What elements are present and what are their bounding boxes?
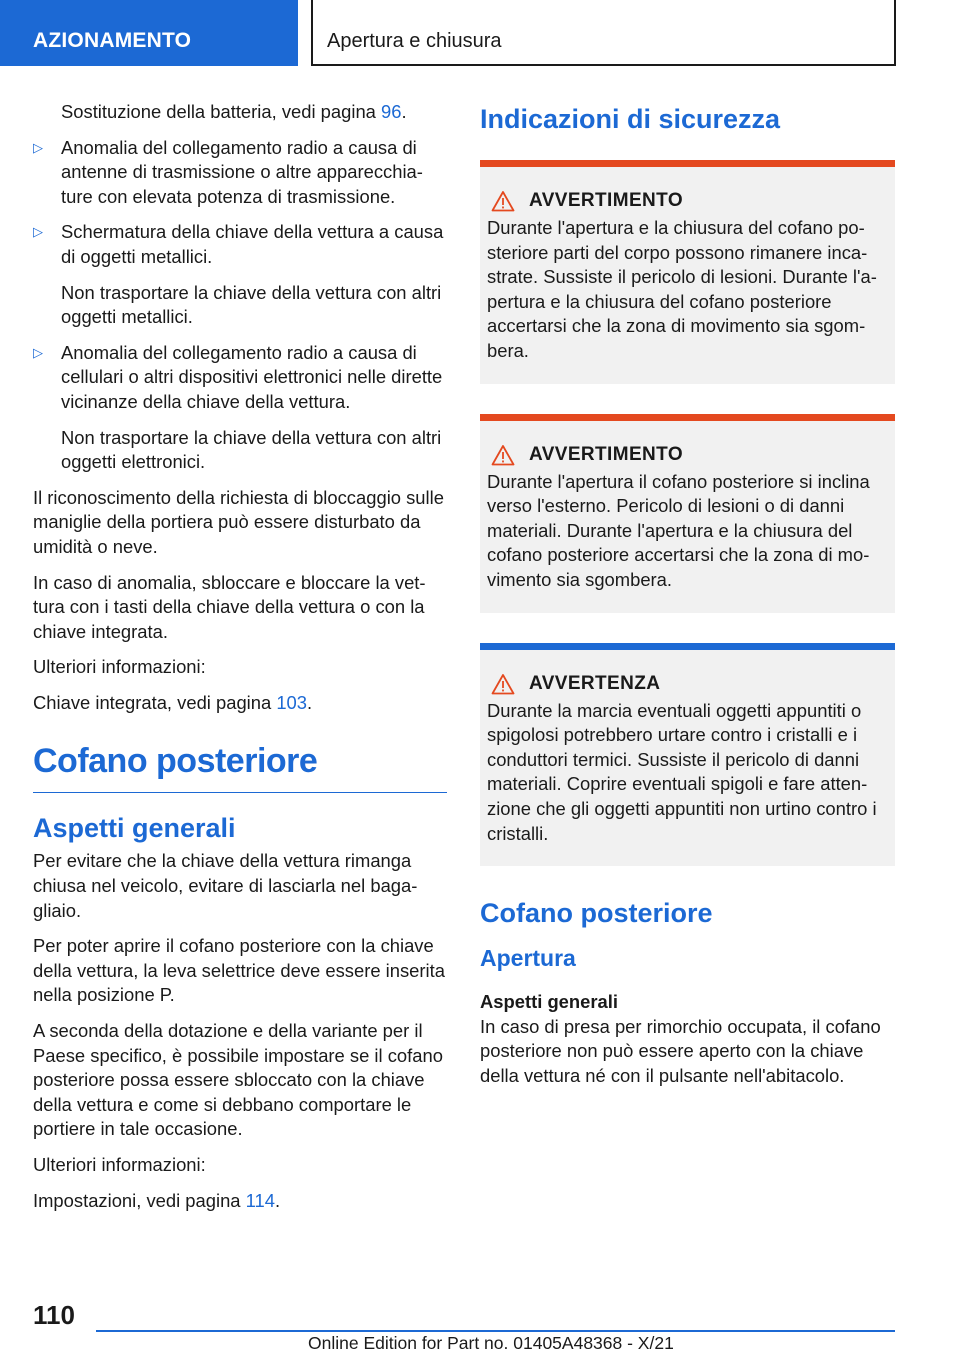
list-item-text: Schermatura della chiave della vettura a causa di oggetti metallici. xyxy=(61,221,444,267)
warning-title-text: AVVERTIMENTO xyxy=(529,190,683,211)
triangle-right-icon: ▷ xyxy=(33,344,43,360)
paragraph-more-info: Ulteriori informazioni: xyxy=(33,1154,206,1175)
warning-box xyxy=(480,160,895,384)
notice-text: Durante la marcia eventuali oggetti appuntiti o spigolosi potrebbero urtare contro i cristalli e i conduttori termici. Sussiste il pericolo di danni materiali. Coprire eventuali spigoli e fare attenzione che gli oggetti appuntiti non urtino contro i cristalli. xyxy=(487,699,877,844)
list-item-text: Anomalia del collegamento radio a causa di antenne di trasmissione o altre apparecchiature con elevata potenza di trasmissione. xyxy=(61,136,423,207)
paragraph-general-3: A seconda della dotazione e della variante per il Paese specifico, è possibile impostare se il cofano posteriore possa essere sbloccato con la chiave della vettura e come si debbano comportare le portiere in tale occasione. xyxy=(33,1020,443,1140)
heading-general: Aspetti generali xyxy=(480,991,618,1013)
paragraph-battery: Sostituzione della batteria, vedi pagina 96. xyxy=(61,101,407,122)
paragraph-humidity: Il riconoscimento della richiesta di bloccaggio sulle maniglie della portiera può essere disturbato da umidità o neve. xyxy=(33,486,444,557)
text: Chiave integrata, vedi pagina xyxy=(33,691,277,713)
triangle-right-icon: ▷ xyxy=(33,224,43,240)
heading-opening: Apertura xyxy=(480,945,576,972)
paragraph-general-1: Per evitare che la chiave della vettura rimanga chiusa nel veicolo, evitare di lasciarla nel bagagliaio. xyxy=(33,850,418,921)
paragraph-settings: Impostazioni, vedi pagina 114. xyxy=(33,1189,281,1211)
paragraph-anomaly: In caso di anomalia, sbloccare e bloccare la vettura con i tasti della chiave della vettura o con la chiave integrata. xyxy=(33,571,426,642)
list-item xyxy=(33,220,447,269)
warning-text: Durante l'apertura il cofano posteriore si inclina verso l'esterno. Pericolo di lesioni o di danni materiali. Durante l'apertura e la chiusura del cofano posteriore accertarsi che la zona di movimento sia sgombera. xyxy=(487,470,870,590)
notice-box xyxy=(480,643,895,867)
page-link-103[interactable]: 103 xyxy=(276,691,308,713)
text: Impostazioni, vedi pagina xyxy=(33,1189,246,1211)
section-tab: AZIONAMENTO xyxy=(0,0,298,66)
chapter-tab: Apertura e chiusura xyxy=(311,0,896,66)
paragraph-more-info: Ulteriori informazioni: xyxy=(33,656,206,678)
warning-box xyxy=(480,414,895,613)
notice-title xyxy=(487,671,887,697)
list-item-note: Non trasportare la chiave della vettura con altri oggetti elettronici. xyxy=(61,426,442,473)
warning-title-text: AVVERTIMENTO xyxy=(529,443,683,465)
list-item-note: Non trasportare la chiave della vettura con altri oggetti metallici. xyxy=(61,281,442,328)
footer-divider xyxy=(96,1330,895,1332)
warning-title xyxy=(487,442,887,468)
notice-title-text: AVVERTENZA xyxy=(529,672,661,694)
heading-rear-lid: Cofano posteriore xyxy=(33,741,447,793)
paragraph-integrated-key: Chiave integrata, vedi pagina 103. xyxy=(33,691,313,713)
page-link-96[interactable]: 96 xyxy=(381,101,402,122)
heading-general: Aspetti generali xyxy=(33,813,236,844)
left-column xyxy=(33,100,447,1224)
triangle-right-icon: ▷ xyxy=(33,139,43,155)
heading-safety: Indicazioni di sicurezza xyxy=(480,104,781,134)
page-link-114[interactable]: 114 xyxy=(245,1189,275,1211)
heading-rear-lid: Cofano posteriore xyxy=(480,898,713,929)
warning-triangle-icon xyxy=(491,444,515,466)
paragraph-general-2: Per poter aprire il cofano posteriore con la chiave della vettura, la leva selettrice deve essere inserita nella posizione P. xyxy=(33,935,445,1006)
text: Sostituzione della batteria, vedi pagina xyxy=(61,101,382,122)
page-number: 110 xyxy=(33,1300,75,1330)
warning-triangle-icon xyxy=(491,673,515,695)
warning-text: Durante l'apertura e la chiusura del cofano posteriore parti del corpo possono rimanere incastrate. Sussiste il pericolo di lesioni. Durante l'apertura e la chiusura del cofano posteriore accertarsi che la zona di movimento sia sgombera. xyxy=(487,217,877,361)
paragraph-trailer: In caso di presa per rimorchio occupata, il cofano posteriore non può essere aperto con la chiave della vettura né con il pulsante nell'abitacolo. xyxy=(480,1015,881,1086)
right-column xyxy=(480,100,895,1099)
warning-title xyxy=(487,188,887,214)
page-header xyxy=(0,0,896,66)
list-item-text: Anomalia del collegamento radio a causa di cellulari o altri dispositivi elettronici nelle dirette vicinanze della chiave della vettura. xyxy=(61,341,443,412)
footer-edition: Online Edition for Part no. 01405A48368 - X/21 xyxy=(308,1333,674,1353)
list-item xyxy=(33,136,447,210)
list-item xyxy=(33,341,447,415)
warning-triangle-icon xyxy=(491,190,515,212)
